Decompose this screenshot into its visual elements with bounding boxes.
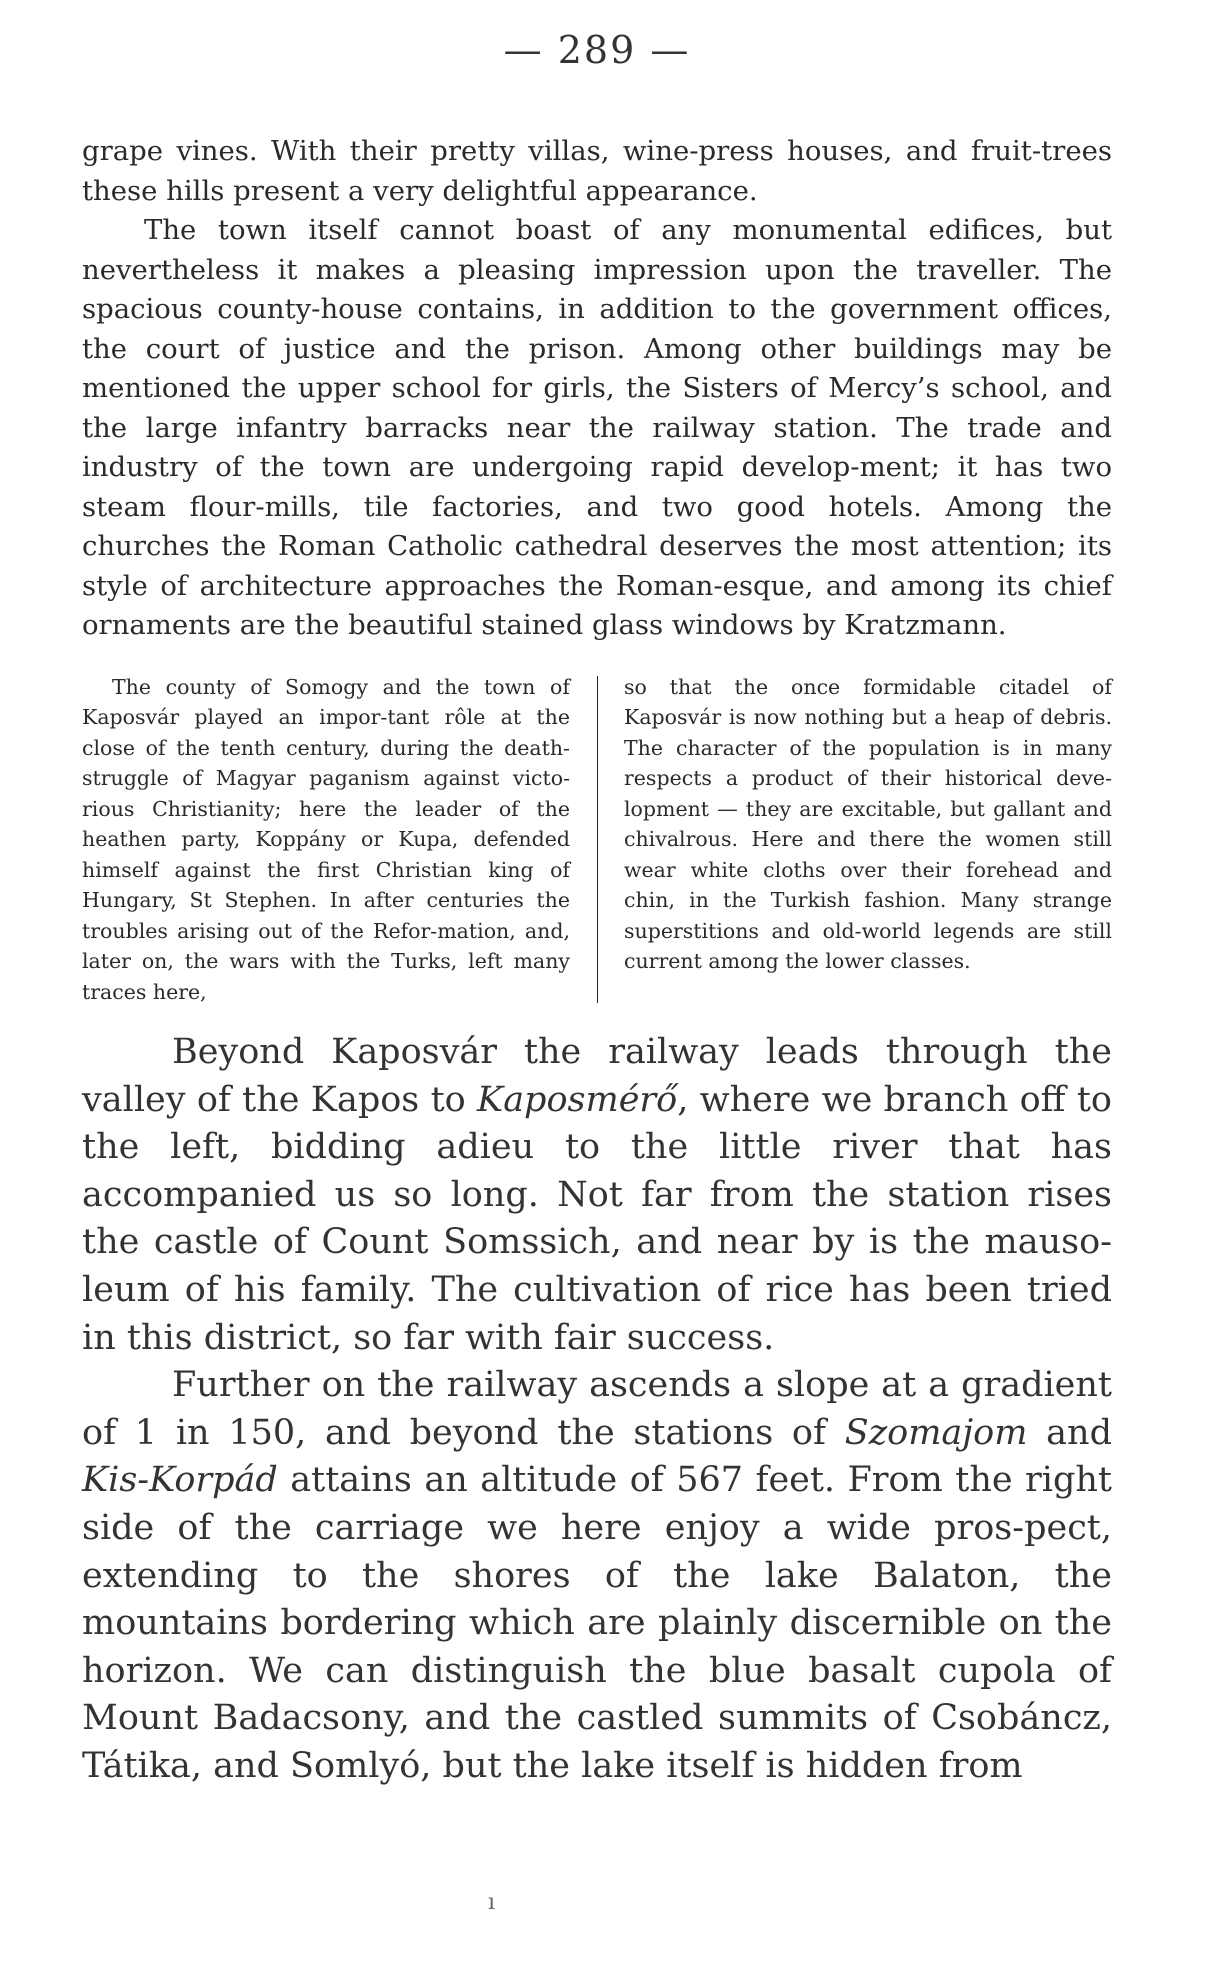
footer-mark: ı — [488, 1890, 496, 1915]
page-number: — 289 — — [503, 28, 691, 72]
note-column-right: so that the once formidable citadel of Kaposvár is now nothing but a heap of debris. The character of the population is in many respects a product of their historical deve-lopment — they are excitable, but gallant and chivalrous. Here and there the women still wear white cloths over their forehead and chin, in the Turkish fashion. Many strange superstitions and old-world legends are still current among the lower classes. — [624, 674, 1112, 973]
place-kis-korpad: Kis-Korpád — [82, 1460, 278, 1501]
main-p2-text-b: and — [1027, 1412, 1112, 1453]
column-divider — [597, 676, 598, 1004]
main-p1-text-a: Beyond Kaposvár the railway leads through the valley of the Kapos to — [82, 1032, 1112, 1120]
place-szomajom: Szomajom — [844, 1412, 1028, 1453]
intro-paragraph-2: The town itself cannot boast of any monumental edifices, but nevertheless it makes a pleasing impression upon the traveller. The spacious county-house contains, in addition to the government offices, the court of justice and the prison. Among other buildings may be mentioned the upper school for girls, the Sisters of Mercy’s school, and the large infantry barracks near the railway station. The trade and industry of the town are undergoing rapid develop-ment; it has two steam flour-mills, tile factories, and two good hotels. Among the churches the Roman Catholic cathedral deserves the most attention; its style of architecture approaches the Roman-esque, and among its chief ornaments are the beautiful stained glass windows by Kratzmann. — [82, 214, 1112, 641]
main-p2-text-a: Further on the railway ascends a slope at a gradient of 1 in 150, and beyond the stations of — [82, 1365, 1112, 1453]
note-column-left: The county of Somogy and the town of Kaposvár played an impor-tant rôle at the close of the tenth century, during the death-struggle of Magyar paganism against victo-rious Christianity; here the leader of the heathen party, Koppány or Kupa, defended himself against the first Christian king of Hungary, St Stephen. In after centuries the troubles arising out of the Refor-mation, and, later on, the wars with the Turks, left many traces here, — [82, 674, 570, 1004]
intro-paragraph-1: grape vines. With their pretty villas, wine-press houses, and fruit-trees these hills present a very delightful appearance. — [82, 135, 1112, 207]
main-paragraph-2 — [82, 1362, 1112, 1790]
two-column-note — [82, 672, 1112, 1008]
main-paragraph-1 — [82, 1029, 1112, 1362]
main-p1-text-b: , where we branch off to the left, bidding adieu to the little river that has accompanied us so long. Not far from the station rises the castle of Count Somssich, and near by is the mauso-leum of his family. The cultivation of rice has been tried in this district, so far with fair success. — [82, 1079, 1113, 1358]
place-kaposmero: Kaposmérő — [477, 1079, 678, 1120]
main-p2-text-c: attains an altitude of 567 feet. From the right side of the carriage we here enjoy a wide pros-pect, extending to the shores of the lake Balaton, the mountains bordering which are plainly discernible on the horizon. We can distinguish the blue basalt cupola of Mount Badacsony, and the castled summits of Csobáncz, Tátika, and Somlyó, but the lake itself is hidden from — [82, 1460, 1112, 1786]
book-page — [82, 20, 1112, 1940]
